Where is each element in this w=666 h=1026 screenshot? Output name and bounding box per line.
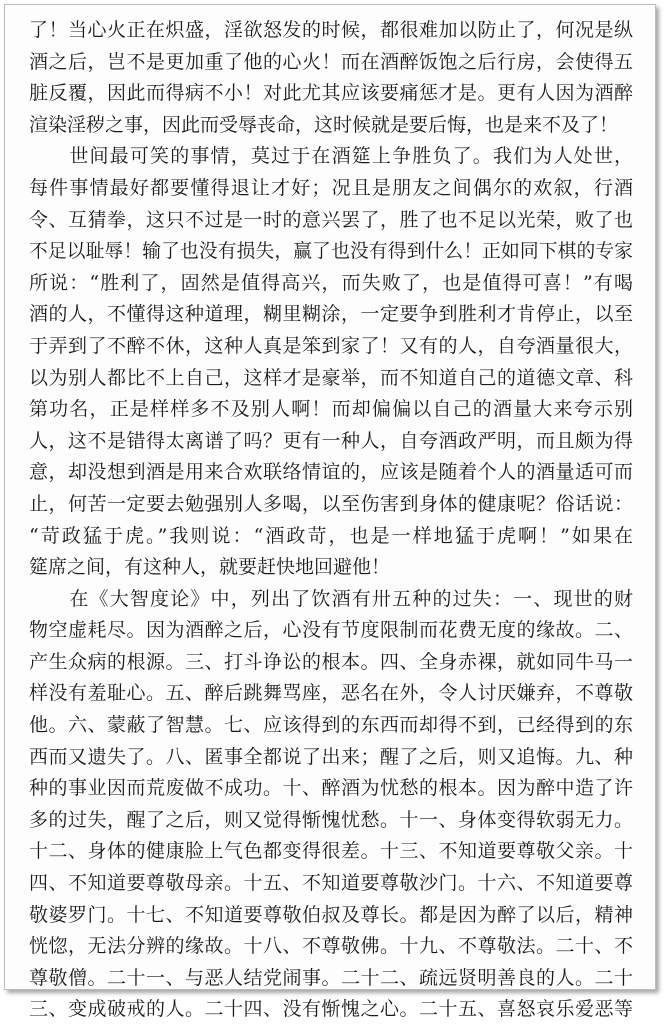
text-line: 多的过失，醒了之后，则又觉得惭愧忧愁。十一、身体变得软弱无力。 [29,808,633,831]
text-line: 以为别人都比不上自己，这样才是豪举，而不知道自己的道德文章、科 [29,366,633,389]
text-line: 四、不知道要尊敬母亲。十五、不知道要尊敬沙门。十六、不知道要尊 [29,872,633,895]
text-line: 脏反覆，因此而得病不小！对此尤其应该要痛惩才是。更有人因为酒醉 [29,82,633,105]
text-line: 第功名，正是样样多不及别人啊！而却偏偏以自己的酒量大来夸示别 [29,398,633,421]
text-line: 恍惚，无法分辨的缘故。十八、不尊敬佛。十九、不尊敬法。二十、不 [29,935,633,958]
text-line: 敬婆罗门。十七、不知道要尊敬伯叔及尊长。都是因为醉了以后，精神 [29,903,633,926]
text-line: 所说：“胜利了，固然是值得高兴，而失败了，也是值得可喜！”有喝 [29,271,633,294]
text-line: 人，这不是错得太离谱了吗？更有一种人，自夸酒政严明，而且颇为得 [29,429,633,452]
document-text-body [29,15,633,1026]
text-line: “苛政猛于虎。”我则说：“酒政苛，也是一样地猛于虎啊！”如果在 [29,524,633,547]
page-frame [4,4,656,1021]
text-line: 产生众病的根源。三、打斗诤讼的根本。四、全身赤裸，就如同牛马一 [29,650,633,673]
text-line: 不足以耻辱！输了也没有损失，赢了也没有得到什么！正如同下棋的专家 [29,241,633,263]
text-line: 于弄到了不醉不休，这种人真是笨到家了！又有的人，自夸酒量很大， [29,334,633,357]
text-line: 物空虚耗尽。因为酒醉之后，心没有节度限制而花费无度的缘故。二、 [29,619,633,642]
text-line: 十二、身体的健康脸上气色都变得很差。十三、不知道要尊敬父亲。十 [29,840,633,863]
text-line: 酒的人，不懂得这种道理，糊里糊涂，一定要争到胜利才肯停止，以至 [29,303,633,326]
text-line: 止，何苦一定要去勉强别人多喝，以至伤害到身体的健康呢？俗话说： [29,492,633,515]
text-line: 意，却没想到酒是用来合欢联络情谊的，应该是随着个人的酒量适可而 [29,461,633,484]
text-line: 尊敬僧。二十一、与恶人结党闹事。二十二、疏远贤明善良的人。二十 [29,966,633,989]
text-line: 酒之后，岂不是更加重了他的心火！而在酒醉饭饱之后行房，会使得五 [29,50,633,73]
text-line: 他。六、蒙蔽了智慧。七、应该得到的东西而却得不到，已经得到的东 [29,714,633,737]
text-line: 每件事情最好都要懂得退让才好；况且是朋友之间偶尔的欢叙，行酒 [29,176,633,199]
text-line: 样没有羞耻心。五、醉后跳舞骂座，恶名在外，令人讨厌嫌弃，不尊敬 [29,682,633,705]
text-line: 西而又遗失了。八、匿事全都说了出来；醒了之后，则又追悔。九、种 [29,745,633,768]
text-line: 三、变成破戒的人。二十四、没有惭愧之心。二十五、喜怒哀乐爱恶等 [29,998,633,1021]
text-line: 在《大智度论》中，列出了饮酒有卅五种的过失：一、现世的财 [29,587,633,610]
text-line: 令、互猜拳，这只不过是一时的意兴罢了，胜了也不足以光荣，败了也 [29,208,633,231]
text-line: 种的事业因而荒废做不成功。十、醉酒为忧愁的根本。因为醉中造了许 [29,777,633,800]
text-line: 了！当心火正在炽盛，淫欲怒发的时候，都很难加以防止了，何况是纵 [29,19,633,41]
text-line: 筵席之间，有这种人，就要赶快地回避他！ [29,556,391,579]
text-line: 世间最可笑的事情，莫过于在酒筵上争胜负了。我们为人处世， [29,145,633,168]
text-line: 渲染淫秽之事，因此而受辱丧命，这时候就是要后悔，也是来不及了！ [29,113,619,136]
